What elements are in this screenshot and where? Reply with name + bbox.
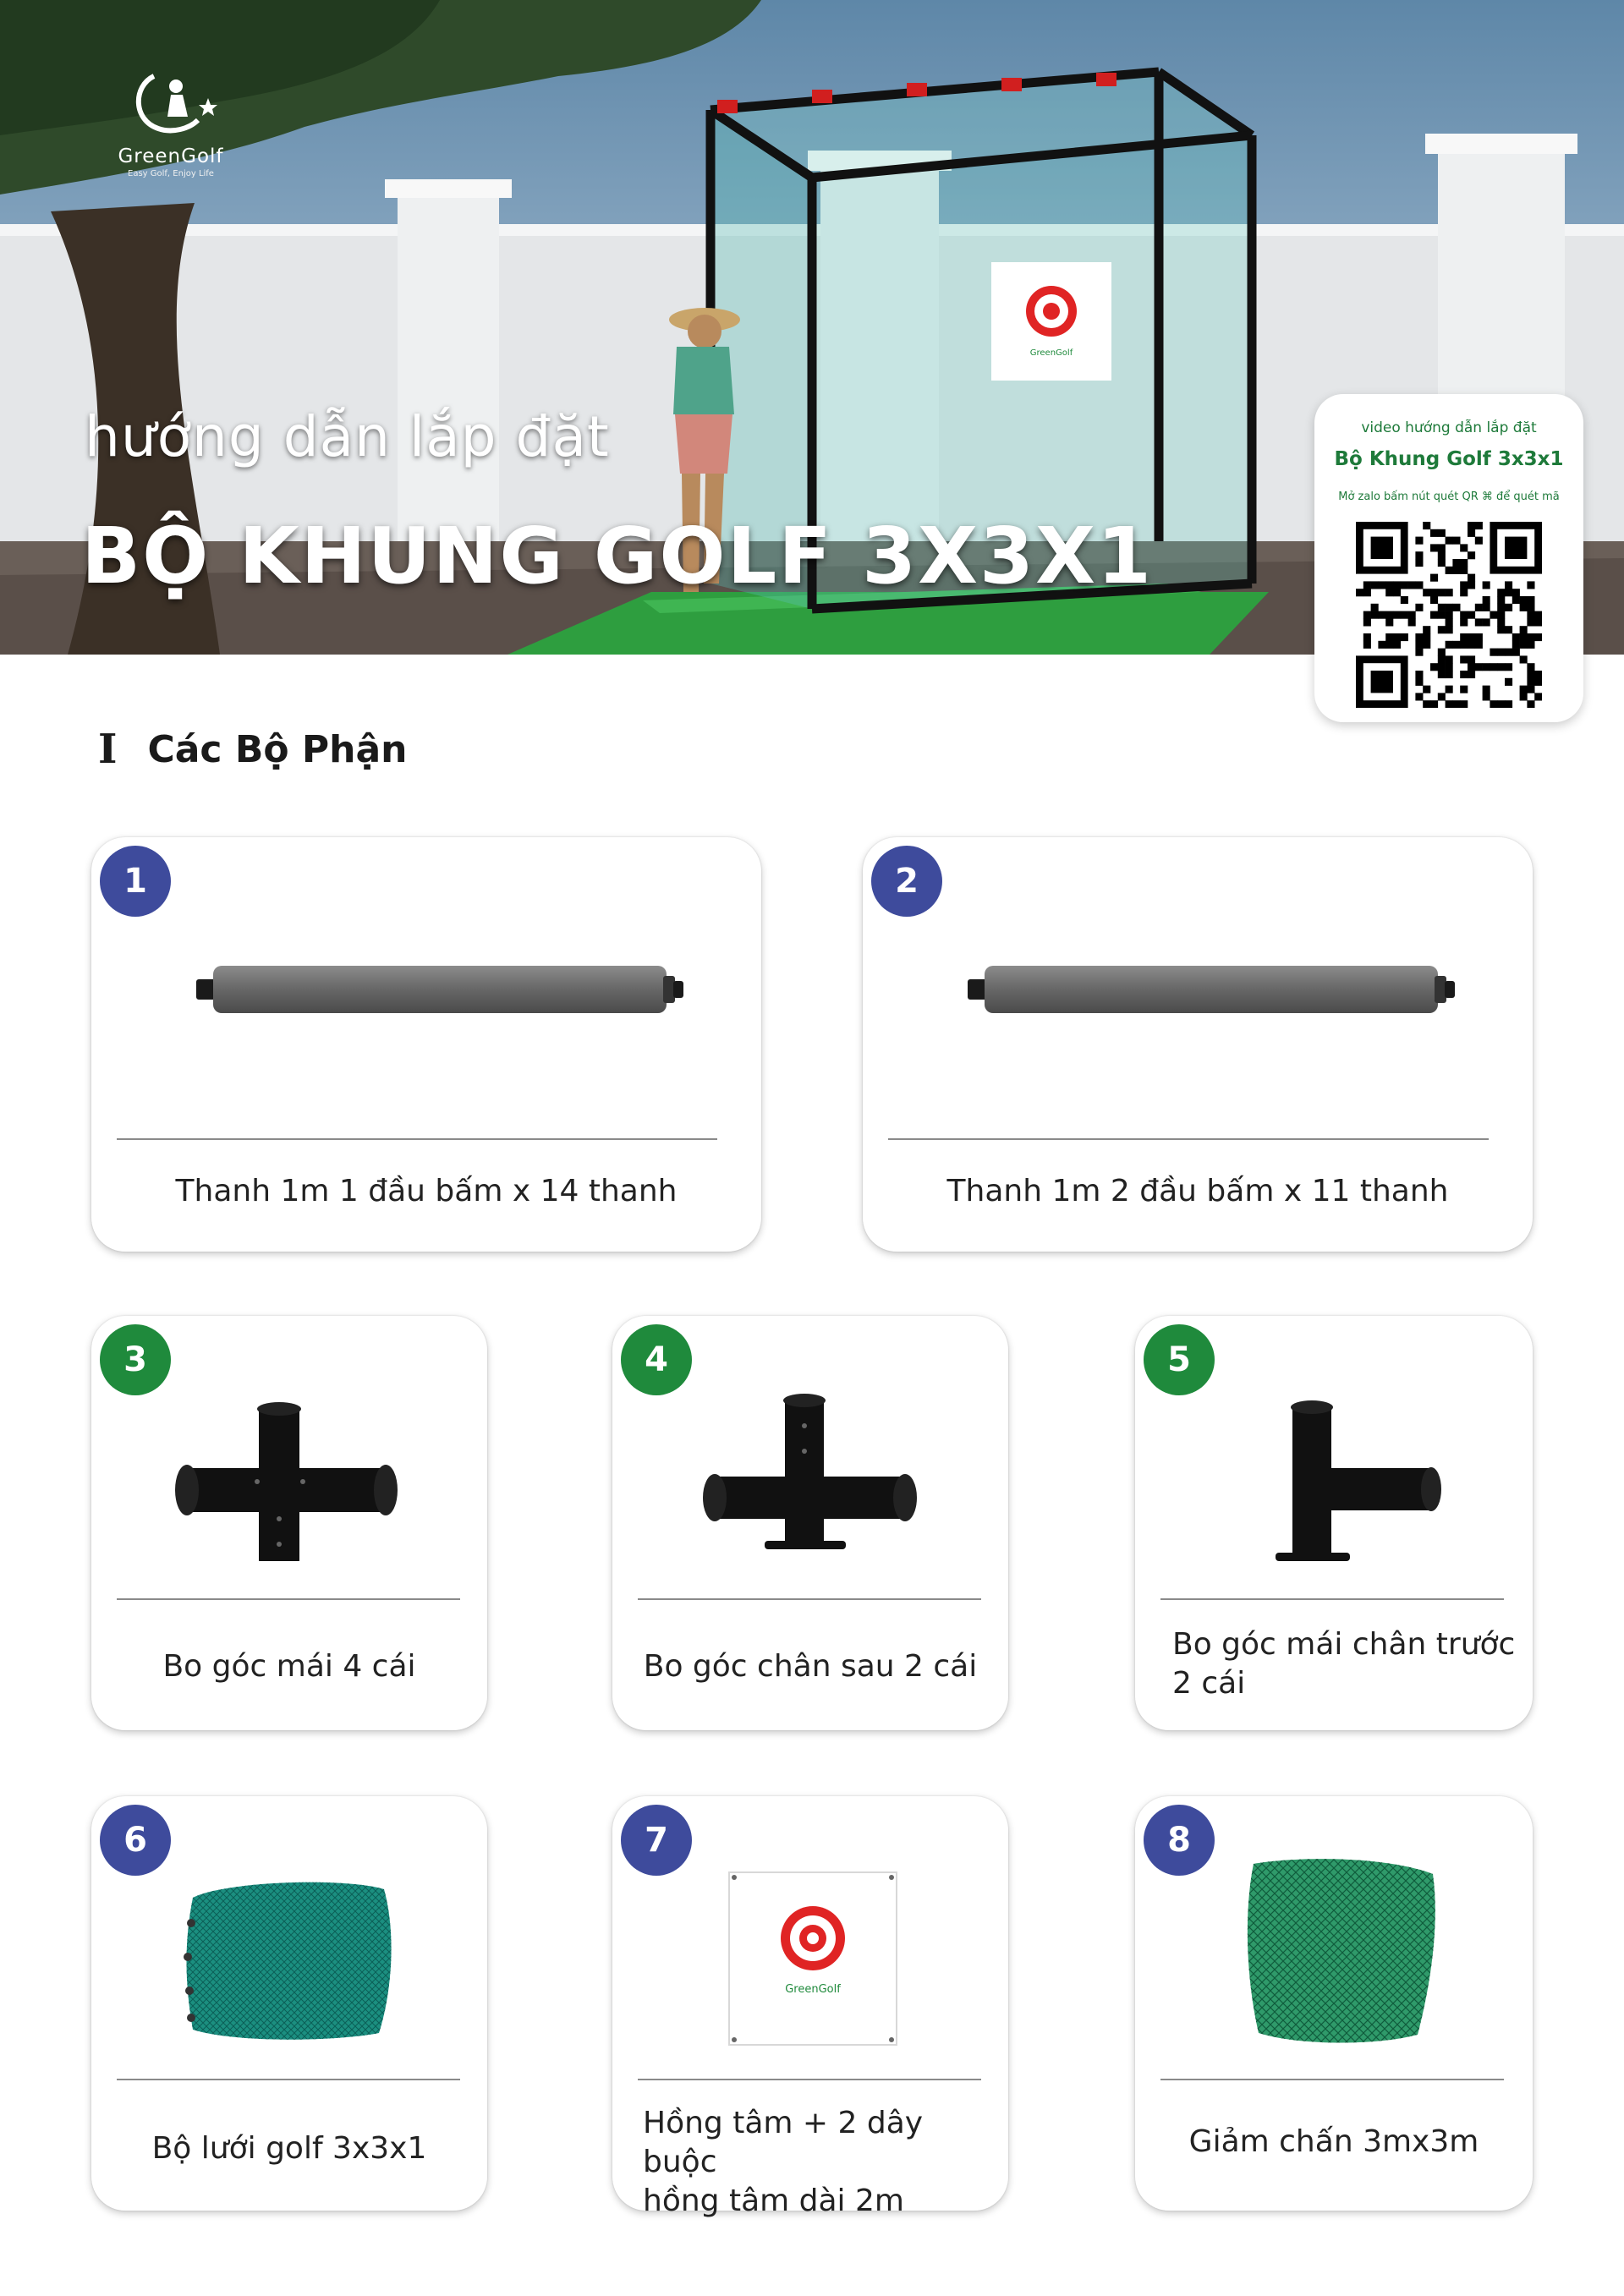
part-caption-6: Bộ lưới golf 3x3x1: [151, 2131, 427, 2166]
part-card-8: [1135, 1796, 1533, 2211]
target-logo-label: GreenGolf: [785, 1983, 841, 1996]
section-title: Các Bộ Phận: [147, 727, 408, 771]
part-caption-7-line2: hồng tâm dài 2m: [643, 2184, 904, 2218]
part-caption-2: Thanh 1m 2 đầu bấm x 11 thanh: [946, 1174, 1449, 1208]
rear-foot-corner-icon: [612, 1316, 1008, 1603]
part-caption-1: Thanh 1m 1 đầu bấm x 14 thanh: [175, 1174, 678, 1208]
part-card-7: [612, 1796, 1008, 2218]
section-numeral: I: [98, 726, 118, 773]
golf-net-icon: [91, 1796, 487, 2084]
part-divider: [117, 1138, 717, 1140]
part-caption-5-line2: 2 cái: [1172, 1666, 1246, 1701]
part-badge-4: 4: [621, 1324, 692, 1395]
front-foot-corner-icon: [1135, 1316, 1533, 1603]
part-divider: [117, 2079, 460, 2080]
part-card-5: [1135, 1316, 1533, 1730]
roof-corner-icon: [91, 1316, 487, 1603]
greengolf-logo: [95, 68, 247, 186]
target-banner-icon: [612, 1796, 1008, 2084]
part-divider: [638, 1598, 981, 1600]
part-caption-5: [1172, 1625, 1519, 1703]
part-card-4: [612, 1316, 1008, 1730]
golfer-logo-icon: [120, 68, 222, 137]
part-card-3: [91, 1316, 487, 1730]
part-caption-7-line1: Hồng tâm + 2 dây buộc: [643, 2106, 924, 2179]
part-badge-7: 7: [621, 1805, 692, 1876]
shock-absorber-net-icon: [1135, 1796, 1533, 2084]
hero-subtitle: hướng dẫn lắp đặt: [85, 404, 610, 469]
part-divider: [117, 1598, 460, 1600]
pipe-two-end-icon: [863, 837, 1533, 1108]
part-caption-5-line1: Bo góc mái chân trước: [1172, 1627, 1516, 1662]
qr-caption-line1: video hướng dẫn lắp đặt: [1361, 419, 1537, 436]
part-caption-4: Bo góc chân sau 2 cái: [643, 1649, 978, 1684]
hero-title: BỘ KHUNG GOLF 3X3X1: [81, 511, 1154, 601]
section-heading: [98, 724, 408, 775]
part-badge-6: 6: [100, 1805, 171, 1876]
part-caption-3: Bo góc mái 4 cái: [162, 1649, 416, 1684]
part-caption-7: [643, 2104, 998, 2221]
qr-caption-title: Bộ Khung Golf 3x3x1: [1334, 448, 1564, 470]
part-badge-3: 3: [100, 1324, 171, 1395]
part-badge-8: 8: [1144, 1805, 1215, 1876]
brand-name: GreenGolf: [118, 145, 224, 167]
part-divider: [888, 1138, 1489, 1140]
part-card-2: [863, 837, 1533, 1252]
part-card-1: [91, 837, 761, 1252]
qr-video-card[interactable]: [1314, 394, 1583, 722]
pipe-one-end-icon: [91, 837, 761, 1108]
hero-target-label: GreenGolf: [1029, 348, 1073, 358]
qr-caption-instruction: Mở zalo bấm nút quét QR ⌘ để quét mã: [1338, 490, 1560, 503]
part-divider: [1160, 2079, 1504, 2080]
part-caption-8: Giảm chấn 3mx3m: [1188, 2124, 1479, 2159]
part-divider: [638, 2079, 981, 2080]
part-divider: [1160, 1598, 1504, 1600]
part-badge-1: 1: [100, 846, 171, 917]
part-badge-2: 2: [871, 846, 942, 917]
part-badge-5: 5: [1144, 1324, 1215, 1395]
brand-tagline: Easy Golf, Enjoy Life: [128, 169, 214, 178]
part-card-6: [91, 1796, 487, 2211]
qr-code-icon[interactable]: [1356, 522, 1542, 708]
